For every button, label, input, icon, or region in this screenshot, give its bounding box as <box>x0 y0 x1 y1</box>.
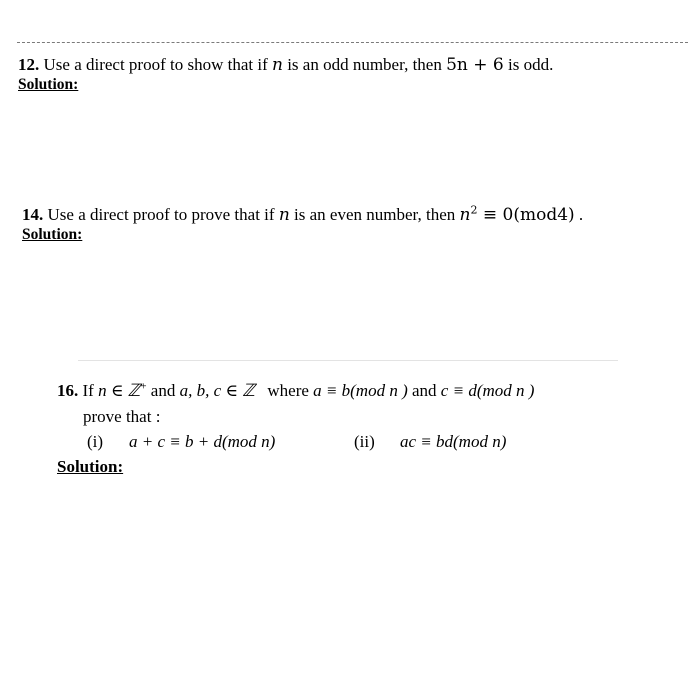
problem-14-text-after: . <box>578 205 584 224</box>
problem-16-abc-in-z: a, b, c ∈ ℤ <box>179 381 255 400</box>
problem-16-line-1 <box>57 381 534 401</box>
problem-12-statement <box>18 55 553 75</box>
top-dashed-divider <box>17 42 688 43</box>
problem-12-text-before: Use a direct proof to show that if <box>43 55 268 74</box>
problem-16-a-congruence: a ≡ b(mod n ) <box>313 381 408 400</box>
problem-12-text-mid: is an odd number, then <box>287 55 442 74</box>
problem-14-text-before: Use a direct proof to prove that if <box>47 205 275 224</box>
problem-16-and-1: and <box>150 381 176 400</box>
problem-12-number: 12. <box>18 55 40 74</box>
problem-12-expression: 5n + 6 <box>446 55 504 75</box>
problem-16-solution-text: Solution: <box>57 457 124 476</box>
problem-16-number: 16. <box>57 381 79 400</box>
problem-12-text-after: is odd. <box>508 55 554 74</box>
problem-14-expr-rest: ≡ 0(mod4) <box>477 205 575 225</box>
problem-14-expr-exponent: 2 <box>470 203 478 217</box>
problem-12-solution-label: Solution: <box>18 76 79 93</box>
problem-16-plus-sup: + <box>140 380 147 393</box>
problem-14-var-n: n <box>278 205 290 225</box>
problem-12-var-n: n <box>272 55 283 75</box>
problem-16-part-ii-label: (ii) <box>354 432 375 451</box>
problem-16-c-congruence: c ≡ d(mod n ) <box>440 381 535 400</box>
problem-16-solution-label <box>57 457 123 477</box>
problem-16-and-2: and <box>412 381 437 400</box>
problem-16-if: If <box>82 381 94 400</box>
problem-16-n-in-z: n ∈ ℤ <box>98 381 141 400</box>
faint-divider <box>78 360 618 361</box>
problem-14-text-mid: is an even number, then <box>294 205 456 224</box>
problem-16-part-ii-expression: ac ≡ bd(mod n) <box>400 432 507 451</box>
problem-14-expr-base: n <box>459 205 471 225</box>
problem-16-prove-that: prove that : <box>83 407 161 426</box>
problem-16-where: where <box>267 381 309 400</box>
problem-16-part-i-expression: a + c ≡ b + d(mod n) <box>129 432 276 451</box>
problem-14-statement <box>22 205 583 225</box>
problem-14-number: 14. <box>22 205 44 224</box>
problem-14-solution-label: Solution: <box>22 226 83 243</box>
problem-16-part-i-label: (i) <box>87 432 104 451</box>
